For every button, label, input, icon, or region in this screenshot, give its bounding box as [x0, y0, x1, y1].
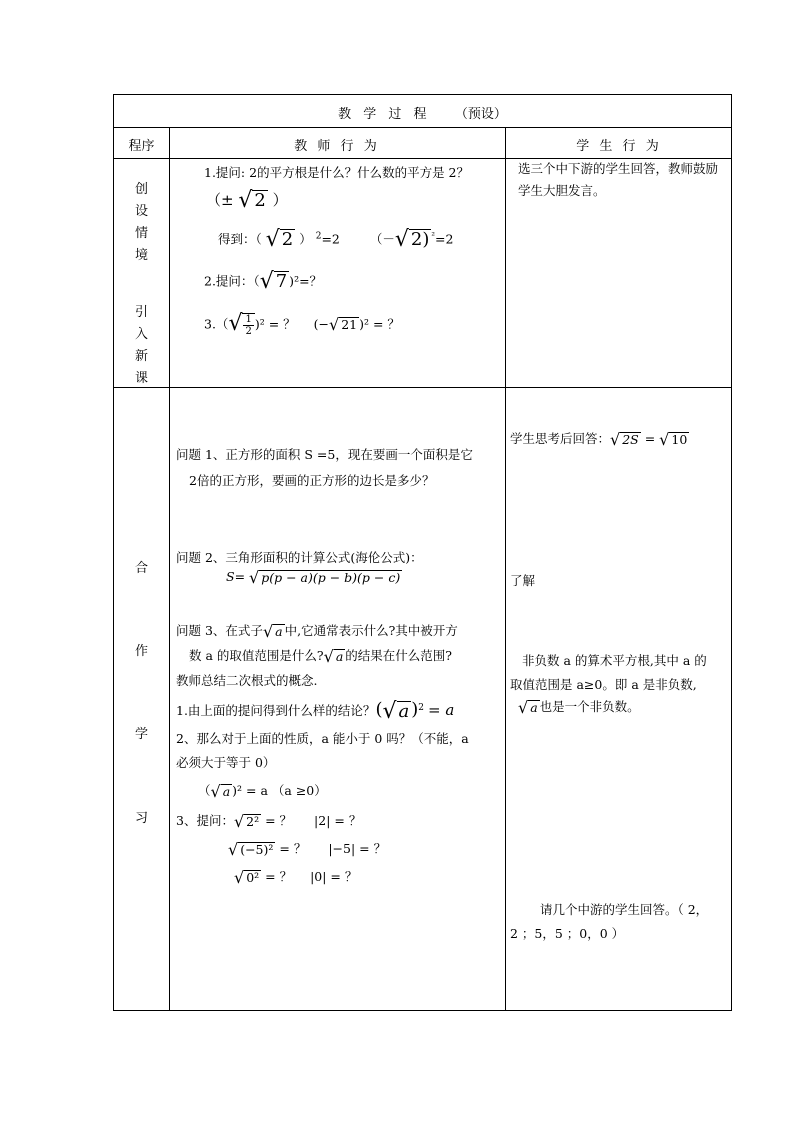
q2-label: 2.提问：（: [204, 273, 260, 289]
section1-student: 选三个中下游的学生回答，教师鼓励学生大胆发言。: [518, 161, 719, 198]
text: 3、提问：: [176, 813, 234, 828]
sqrt-a: √ a: [382, 698, 410, 724]
sqrt-2: √ 2: [238, 188, 266, 213]
student-answer2: 了解: [510, 573, 536, 588]
sqrt-a: √ a: [262, 621, 283, 641]
text: 也是一个非负数。: [539, 699, 640, 714]
text: 学生思考后回答：: [510, 431, 611, 446]
label-char: 引: [134, 305, 148, 320]
row-divider: [114, 127, 731, 128]
got-label: 得到：（: [218, 231, 262, 247]
sqrt-10: √ 10: [659, 429, 688, 449]
radicand: (−5)²: [240, 841, 274, 857]
q1-open: （±: [206, 191, 234, 209]
radicand: a: [335, 648, 344, 664]
label-char: 课: [134, 371, 148, 386]
problem1-line1: 问题 1、正方形的面积 S =5，现在要画一个面积是它: [176, 447, 473, 462]
section2-label-1: 合: [134, 561, 148, 576]
section2-label-2: 作: [134, 644, 148, 659]
label-char: 创: [134, 182, 148, 197]
radicand: 7: [275, 271, 288, 292]
section1-label-a: [114, 179, 169, 267]
conclusion2-line2: 必须大于等于 0）: [176, 755, 276, 770]
sqrt-expression: √ 0²: [234, 867, 260, 887]
got-line: [218, 229, 453, 251]
got-eq2: =2: [435, 231, 454, 247]
label-char: 情: [134, 226, 148, 241]
sqrt-21: √ 21: [328, 315, 358, 334]
table-title: 教 学 过 程: [338, 107, 431, 122]
student-answer4-line2: 2 ；5，5 ；0，0 ）: [510, 926, 625, 941]
label-char: 入: [134, 327, 148, 342]
radicand: 21: [341, 317, 358, 332]
radicand: 2S: [622, 431, 639, 447]
q1-answer: [206, 189, 288, 212]
text: 数 a 的取值范围是什么?: [189, 648, 324, 663]
label-char: 设: [134, 204, 148, 219]
q2-tail: ²=？: [294, 273, 323, 289]
col-header-teacher: 教 师 行 为: [294, 139, 380, 154]
radicand: 2²: [246, 813, 260, 829]
text: 问题 3、在式子: [176, 623, 263, 638]
fraction-denominator: 2: [245, 326, 252, 337]
abs-expression: |−5| = ？: [328, 841, 387, 856]
question3-row3: [234, 867, 357, 886]
problem1-line2: 2倍的正方形，要画的正方形的边长是多少？: [189, 473, 435, 488]
q1-close: ）: [272, 191, 288, 209]
q2-line: [204, 271, 322, 293]
label-char: 新: [134, 349, 148, 364]
problem3-line2: [189, 646, 452, 665]
conclusion1: 1.由上面的提问得到什么样的结论？( √ a )$^2$ = a: [176, 698, 455, 724]
student-answer3-line1: 非负数 a 的算术平方根,其中 a 的: [522, 653, 707, 668]
sqrt-expression: √ 2²: [233, 811, 260, 831]
exponent: 2: [315, 231, 322, 242]
sqrt-a: √ a: [210, 781, 231, 801]
problem2-formula: [226, 569, 402, 586]
sqrt-2: √ 2: [265, 227, 294, 252]
sqrt-a: √ a: [518, 697, 538, 717]
student-answer1: [510, 429, 689, 448]
sqrt-a: √ a: [323, 646, 344, 666]
section1-label-b: [114, 302, 169, 390]
q3-label: 3.（: [204, 316, 229, 332]
text: = ？: [261, 813, 293, 828]
column-divider: [505, 127, 506, 1011]
radicand: 10: [671, 431, 688, 447]
text: 中,它通常表示什么?其中被开方: [284, 623, 458, 638]
text: （: [198, 783, 211, 798]
table-title-note: （预设）: [454, 107, 507, 122]
conclusion2-line1: 2、那么对于上面的性质，a 能小于 0 吗？（不能，a: [176, 731, 469, 746]
radicand: 0²: [246, 869, 260, 885]
section2-label-4: 习: [134, 811, 148, 826]
row-divider: [114, 387, 731, 388]
column-divider: [169, 127, 170, 1011]
got-open2: （－: [369, 231, 395, 247]
student-answer3-line2: 取值范围是 a≥0。即 a 是非负数,: [510, 677, 697, 692]
text: = ？: [275, 841, 307, 856]
problem2-line1: 问题 2、三角形面积的计算公式(海伦公式)：: [176, 550, 423, 565]
col-header-student: 学 生 行 为: [576, 139, 662, 154]
radicand: a: [398, 700, 410, 722]
q1-text: 1.提问: 2的平方根是什么？什么数的平方是 2？: [204, 165, 469, 180]
radicand: 2): [410, 229, 430, 250]
text: = a: [427, 701, 455, 719]
q3-tail2: )² = ？: [359, 316, 400, 332]
problem3-line1: [176, 621, 458, 640]
fraction-numerator: 1: [245, 314, 252, 325]
col-header-program: 程序: [128, 139, 155, 154]
exponent: ²: [431, 231, 435, 242]
student-answer3-line3: [518, 697, 640, 716]
radicand: 2: [254, 190, 266, 211]
sqrt-7: √ 7: [259, 269, 288, 294]
question3-row2: [228, 839, 386, 858]
q3-tail1: )² = ？: [254, 316, 296, 332]
radicand: a: [530, 699, 538, 715]
sqrt-half: √ $\frac{1}{2}$: [228, 313, 254, 337]
got-eq1: =2: [321, 231, 340, 247]
abs-expression: |0| = ？: [310, 869, 358, 884]
got-mid: ）: [299, 231, 312, 247]
section2-label-3: 学: [134, 727, 148, 742]
table-title-row: [114, 103, 731, 122]
text: )² = a （a ≥0）: [232, 783, 327, 798]
problem3-line3: 教师总结二次根式的概念.: [176, 673, 318, 688]
conclusion2-formula: [198, 781, 327, 800]
text: 1.由上面的提问得到什么样的结论？: [176, 703, 376, 718]
q3-line: [204, 313, 400, 337]
abs-expression: |2| = ？: [314, 813, 362, 828]
q3-open2: (−: [313, 316, 329, 332]
text: = ？: [261, 869, 293, 884]
sqrt-2: √ 2): [394, 227, 430, 252]
text: 的结果在什么范围?: [345, 648, 452, 663]
radicand: a: [275, 623, 283, 639]
q2-close: ): [289, 273, 295, 289]
sqrt-2s: √ 2S: [610, 429, 639, 449]
radicand: p(p − a)(p − b)(p − c): [261, 569, 401, 585]
lesson-table: [113, 94, 732, 1011]
text: =: [640, 431, 660, 446]
label-char: 境: [134, 248, 148, 263]
formula-label: S=: [226, 569, 246, 584]
heron-sqrt: √ p(p − a)(p − b)(p − c): [249, 567, 401, 587]
radicand: 2: [281, 229, 294, 250]
question3-row1: [176, 811, 361, 830]
sqrt-expression: √ (−5)²: [228, 839, 274, 859]
student-answer4-line1: 请几个中游的学生回答。（ 2，: [540, 902, 709, 917]
radicand: a: [222, 783, 231, 799]
